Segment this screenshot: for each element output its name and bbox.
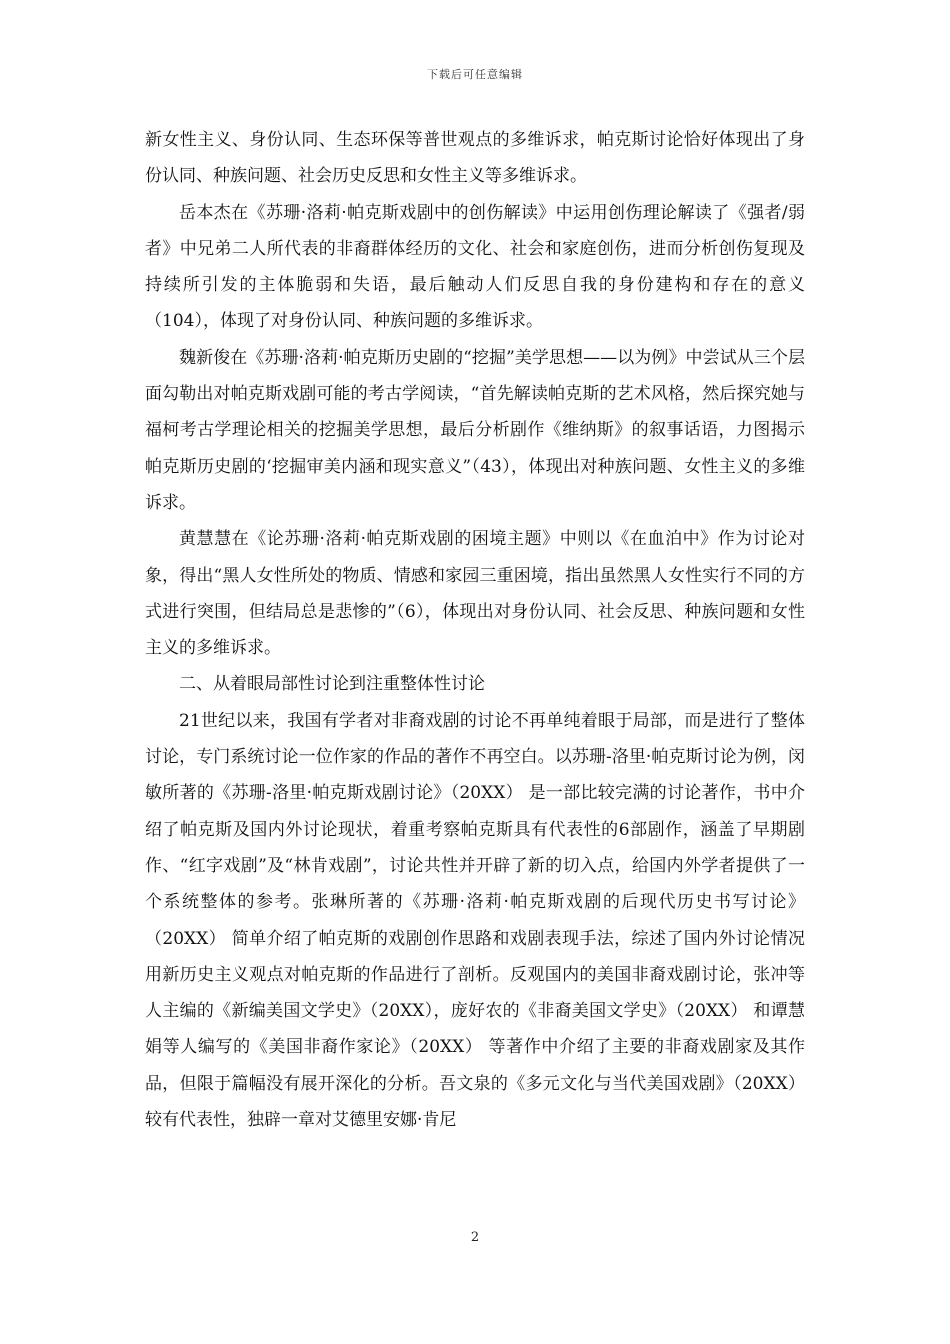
paragraph-continuation: 新女性主义、身份认同、生态环保等普世观点的多维诉求，帕克斯讨论恰好体现出了身份认同、种族问题、社会历史反思和女性主义等多维诉求。 — [145, 130, 805, 187]
paragraph: 黄慧慧在《论苏珊·洛莉·帕克斯戏剧的困境主题》中则以《在血泊中》作为讨论对象，得出“黑人女性所处的物质、情感和家园三重困境，指出虽然黑人女性实行不同的方式进行突围，但结局总是悲惨的”（6），体现出对身份认同、社会反思、种族问题和女性主义的多维诉求。 — [145, 529, 805, 659]
paragraph: 21世纪以来，我国有学者对非裔戏剧的讨论不再单纯着眼于局部，而是进行了整体讨论，专门系统讨论一位作家的作品的著作不再空白。以苏珊-洛里·帕克斯讨论为例，闵敏所著的《苏珊-洛里·帕克斯戏剧讨论》（20XX） 是一部比较完满的讨论著作，书中介绍了帕克斯及国内外讨论现状，着重考察帕克斯具有代表性的6部剧作，涵盖了早期剧作、“红字戏剧”及“林肯戏剧”，讨论共性并开辟了新的切入点，给国内外学者提供了一个系统整体的参考。张琳所著的《苏珊·洛莉·帕克斯戏剧的后现代历史书写讨论》（20XX） 简单介绍了帕克斯的戏剧创作思路和戏剧表现手法，综述了国内外讨论情况用新历史主义观点对帕克斯的作品进行了剖析。反观国内的美国非裔戏剧讨论，张冲等人主编的《新编美国文学史》（20XX），庞好农的《非裔美国文学史》（20XX） 和谭慧娟等人编写的《美国非裔作家论》（20XX） 等著作中介绍了主要的非裔戏剧家及其作品，但限于篇幅没有展开深化的分析。吾文泉的《多元文化与当代美国戏剧》（20XX）较有代表性，独辟一章对艾德里安娜·肯尼 — [145, 710, 805, 1131]
paragraph: 魏新俊在《苏珊·洛莉·帕克斯历史剧的“挖掘”美学思想——以为例》中尝试从三个层面勾勒出对帕克斯戏剧可能的考古学阅读，“首先解读帕克斯的艺术风格，然后探究她与福柯考古学理论相关的挖掘美学思想，最后分析剧作《维纳斯》的叙事话语，力图揭示帕克斯历史剧的‘挖掘审美内涵和现实意义”（43），体现出对种族问题、女性主义的多维诉求。 — [145, 347, 805, 513]
page-number: 2 — [470, 1230, 480, 1245]
paragraph: 岳本杰在《苏珊·洛莉·帕克斯戏剧中的创伤解读》中运用创伤理论解读了《强者/弱者》中兄弟二人所代表的非裔群体经历的文化、社会和家庭创伤，进而分析创伤复现及持续所引发的主体脆弱和失语，最后触动人们反思自我的身份建构和存在的意义（104），体现了对身份认同、种族问题的多维诉求。 — [145, 202, 805, 332]
section-heading: 二、从着眼局部性讨论到注重整体性讨论 — [179, 674, 485, 695]
document-body — [145, 122, 805, 1138]
page-header: 下载后可任意编辑 — [427, 68, 523, 81]
